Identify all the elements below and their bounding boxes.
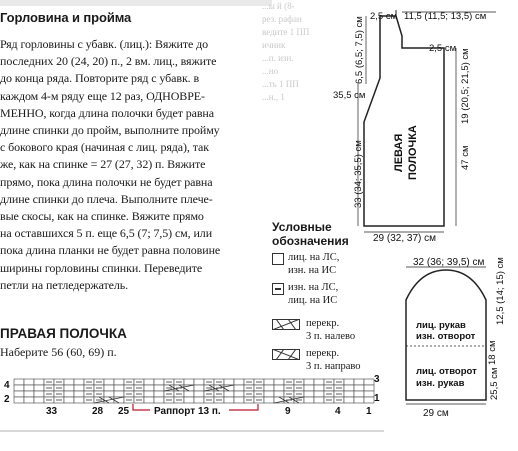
instruction-line: же, как на спинке = 27 (27, 32) п. Вяжите — [0, 157, 206, 172]
chart-cell — [24, 391, 34, 397]
chart-cell — [14, 379, 24, 385]
front-label-line1: ЛЕВАЯ — [393, 133, 405, 172]
cast-on-instruction: Наберите 56 (60, 69) п. — [0, 345, 117, 359]
chart-cell — [34, 385, 44, 391]
chart-cell — [354, 385, 364, 391]
chart-cell — [304, 385, 314, 391]
chart-cell — [184, 397, 194, 403]
chart-cell — [304, 379, 314, 385]
chart-cell — [114, 379, 124, 385]
chart-cell — [104, 385, 114, 391]
row-label-left: 4 — [4, 380, 10, 391]
instruction-line: последних 20 (24, 20) п., 2 вм. лиц., вяжите — [0, 54, 217, 69]
chart-cell — [144, 385, 154, 391]
chart-cell — [314, 397, 324, 403]
chart-cell — [24, 385, 34, 391]
chart-cell — [24, 379, 34, 385]
dim-shoulder: 6,5 (6,5; 7,5) см — [354, 16, 365, 84]
instruction-line: с бокового края (начиная с лиц. ряда), так — [0, 140, 209, 155]
instruction-line: вые скосы, как на спинке. Вяжите прямо — [0, 209, 204, 224]
chart-cell — [74, 385, 84, 391]
chart-cell — [154, 397, 164, 403]
chart-cell — [154, 379, 164, 385]
dim-side: 47 см — [460, 145, 471, 170]
instruction-line: ширины горловины спинки. Переведите — [0, 260, 203, 275]
chart-cell — [64, 385, 74, 391]
chart-cell — [34, 391, 44, 397]
legend-text: изн. на ЛС, — [288, 282, 339, 293]
chart-cell — [184, 379, 194, 385]
bleed-line: ...н., 1 — [262, 92, 285, 102]
chart-cell — [64, 397, 74, 403]
bleed-line: ...п. изн. — [262, 53, 294, 63]
row-label-left: 2 — [4, 394, 10, 405]
stitch-label: 1 — [366, 406, 372, 417]
chart-cell — [224, 391, 234, 397]
chart-cell — [224, 397, 234, 403]
instruction-line: МЕННО, когда длина полочки будет равна — [0, 105, 214, 120]
chart-cell — [74, 379, 84, 385]
chart-cell — [194, 379, 204, 385]
sleeve-dim-upper: 18 см — [487, 340, 498, 365]
chart-cell — [14, 397, 24, 403]
bleed-line: ичник — [262, 40, 286, 50]
chart-cell — [304, 397, 314, 403]
chart-cell — [224, 379, 234, 385]
chart-cell — [234, 385, 244, 391]
chart-cell — [234, 391, 244, 397]
legend-title-line2: обозначения — [272, 234, 349, 248]
sleeve-dim-top: 32 (36; 39,5) см — [413, 257, 485, 268]
sleeve-dim-width: 29 см — [423, 408, 449, 419]
chart-cell — [114, 391, 124, 397]
instruction-line: пока длина планки не будет равна половине — [0, 243, 221, 258]
chart-cell — [104, 391, 114, 397]
legend-title-line1: Условные — [272, 220, 332, 234]
chart-cell — [364, 385, 374, 391]
chart-cell — [154, 391, 164, 397]
row-label-right: 3 — [374, 374, 380, 385]
bleed-line: ...ы й (8- — [262, 1, 295, 11]
chart-cell — [194, 397, 204, 403]
sleeve-zone-top-line1: лиц. рукав — [416, 320, 466, 331]
scan-bottom-line — [0, 430, 384, 432]
chart-cell — [114, 385, 124, 391]
chart-cell — [314, 379, 324, 385]
bleed-line: рез. рафан — [262, 14, 302, 24]
instruction-line: длине спинки до плеча. Выполните плече- — [0, 191, 213, 206]
instruction-line: длине спинки до пройм, выполните пройму — [0, 123, 220, 138]
chart-cell — [154, 385, 164, 391]
stitch-label: 28 — [92, 406, 104, 417]
chart-cell — [274, 391, 284, 397]
chart-cell — [354, 379, 364, 385]
chart-cell — [194, 385, 204, 391]
stitch-label: 9 — [285, 406, 291, 417]
chart-cell — [14, 391, 24, 397]
row-label-right: 1 — [374, 393, 380, 404]
chart-cell — [364, 397, 374, 403]
chart-cell — [24, 397, 34, 403]
instruction-line: каждом 4-м ряду еще 12 раз, ОДНОВРЕ- — [0, 88, 205, 103]
instruction-line: прямо, пока длина полочки не будет равна — [0, 174, 213, 189]
dim-inner: 2,5 см — [429, 43, 457, 54]
dim-front-total: 35,5 см — [333, 90, 366, 101]
chart-cell — [314, 385, 324, 391]
chart-cell — [144, 379, 154, 385]
chart-cell — [74, 397, 84, 403]
bleed-line: ...но — [262, 66, 279, 76]
chart-cell — [344, 385, 354, 391]
legend-text: перекр. — [306, 318, 340, 329]
legend-text: перекр. — [306, 348, 340, 359]
sleeve-zone-top-line2: изн. отворот — [416, 331, 476, 342]
chart-cell — [304, 391, 314, 397]
chart-cell — [14, 385, 24, 391]
chart-cell — [74, 391, 84, 397]
dim-width: 29 (32, 37) см — [373, 233, 437, 244]
instruction-line: петли на петледержатель. — [0, 277, 129, 292]
legend-text: лиц. на ИС — [288, 295, 338, 306]
chart-cell — [264, 379, 274, 385]
stitch-label: 33 — [46, 406, 58, 417]
sleeve-dim-lower: 25,5 см — [489, 367, 500, 400]
sleeve-zone-bottom-line2: изн. рукав — [416, 378, 465, 389]
chart-cell — [264, 385, 274, 391]
chart-cell — [34, 397, 44, 403]
dim-top-right: 11,5 (11,5; 13,5) см — [404, 11, 487, 22]
sleeve-zone-bottom-line1: лиц. отворот — [416, 366, 477, 377]
chart-cell — [274, 385, 284, 391]
chart-cell — [264, 391, 274, 397]
dim-armhole: 19 (20,5; 21,5) см — [460, 48, 471, 124]
chart-cell — [354, 397, 364, 403]
instruction-line: Ряд горловины с убавк. (лиц.): Вяжите до — [0, 37, 209, 51]
chart-cell — [184, 391, 194, 397]
chart-cell — [344, 391, 354, 397]
legend-text: 3 п. направо — [306, 361, 361, 372]
bleed-line: ведите 1 ПП — [262, 27, 310, 37]
chart-cell — [364, 391, 374, 397]
instruction-line: до конца ряда. Повторите ряд с убавк. в — [0, 71, 200, 86]
chart-cell — [34, 379, 44, 385]
chart-cell — [274, 379, 284, 385]
bleed-line: ...ть 1 ПП — [262, 79, 299, 89]
dim-lower-left: 33 (34; 35,5) см — [353, 140, 364, 208]
chart-cell — [314, 391, 324, 397]
chart-cell — [64, 379, 74, 385]
chart-cell — [144, 397, 154, 403]
chart-cell — [344, 379, 354, 385]
chart-cell — [354, 391, 364, 397]
chart-cell — [234, 379, 244, 385]
legend-text: лиц. на ЛС, — [288, 252, 340, 263]
legend-text: изн. на ИС — [288, 265, 337, 276]
repeat-label: Раппорт 13 п. — [154, 406, 221, 417]
front-label-line2: ПОЛОЧКА — [407, 125, 419, 180]
section-heading-neckline: Горловина и пройма — [0, 10, 132, 25]
chart-cell — [344, 397, 354, 403]
chart-cell — [64, 391, 74, 397]
dim-top-left: 2,5 см — [370, 11, 398, 22]
chart-cell — [104, 379, 114, 385]
chart-cell — [234, 397, 244, 403]
stitch-label: 4 — [335, 406, 341, 417]
chart-cell — [194, 391, 204, 397]
stitch-label: 25 — [118, 406, 130, 417]
instruction-line: на оставшихся 5 п. еще 6,5 (7; 7,5) см, или — [0, 226, 213, 241]
chart-cell — [264, 397, 274, 403]
chart-cell — [364, 379, 374, 385]
sleeve-dim-cap: 12,5 (14; 15) см — [495, 257, 506, 325]
section-heading-right-front: ПРАВАЯ ПОЛОЧКА — [0, 326, 127, 341]
chart-cell — [144, 391, 154, 397]
legend-text: 3 п. налево — [306, 331, 356, 342]
chart-grid — [14, 379, 374, 403]
